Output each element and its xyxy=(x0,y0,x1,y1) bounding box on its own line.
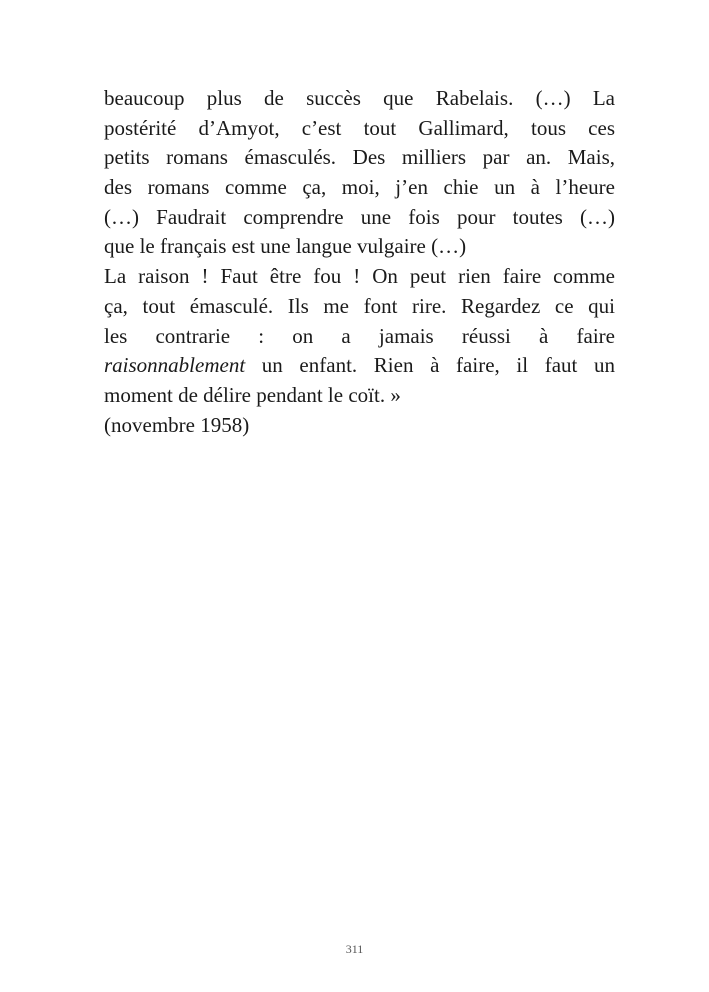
body-text xyxy=(104,84,615,440)
text-line: petits romans émasculés. Des milliers par an. Mais, xyxy=(104,145,615,170)
page-number: 311 xyxy=(345,942,364,956)
text-line: moment de délire pendant le coït. » xyxy=(104,382,401,407)
text-line: (…) Faudrait comprendre une fois pour toutes (…) xyxy=(104,204,615,229)
text-line: La raison ! Faut être fou ! On peut rien faire comme xyxy=(104,264,615,289)
text-line-rest: un enfant. Rien à faire, il faut un xyxy=(245,353,615,378)
text-line: ça, tout émasculé. Ils me font rire. Regardez ce qui xyxy=(104,293,615,318)
text-line xyxy=(104,351,615,381)
text-line: que le français est une langue vulgaire (…) xyxy=(104,234,467,259)
text-line: beaucoup plus de succès que Rabelais. (…) La xyxy=(104,86,615,110)
italic-word: raisonnablement xyxy=(104,353,246,378)
date-line: (novembre 1958) xyxy=(104,412,250,437)
text-line: les contrarie : on a jamais réussi à faire xyxy=(104,323,615,348)
text-line: des romans comme ça, moi, j’en chie un à l’heure xyxy=(104,175,615,200)
text-line: postérité d’Amyot, c’est tout Gallimard, tous ces xyxy=(104,115,615,140)
